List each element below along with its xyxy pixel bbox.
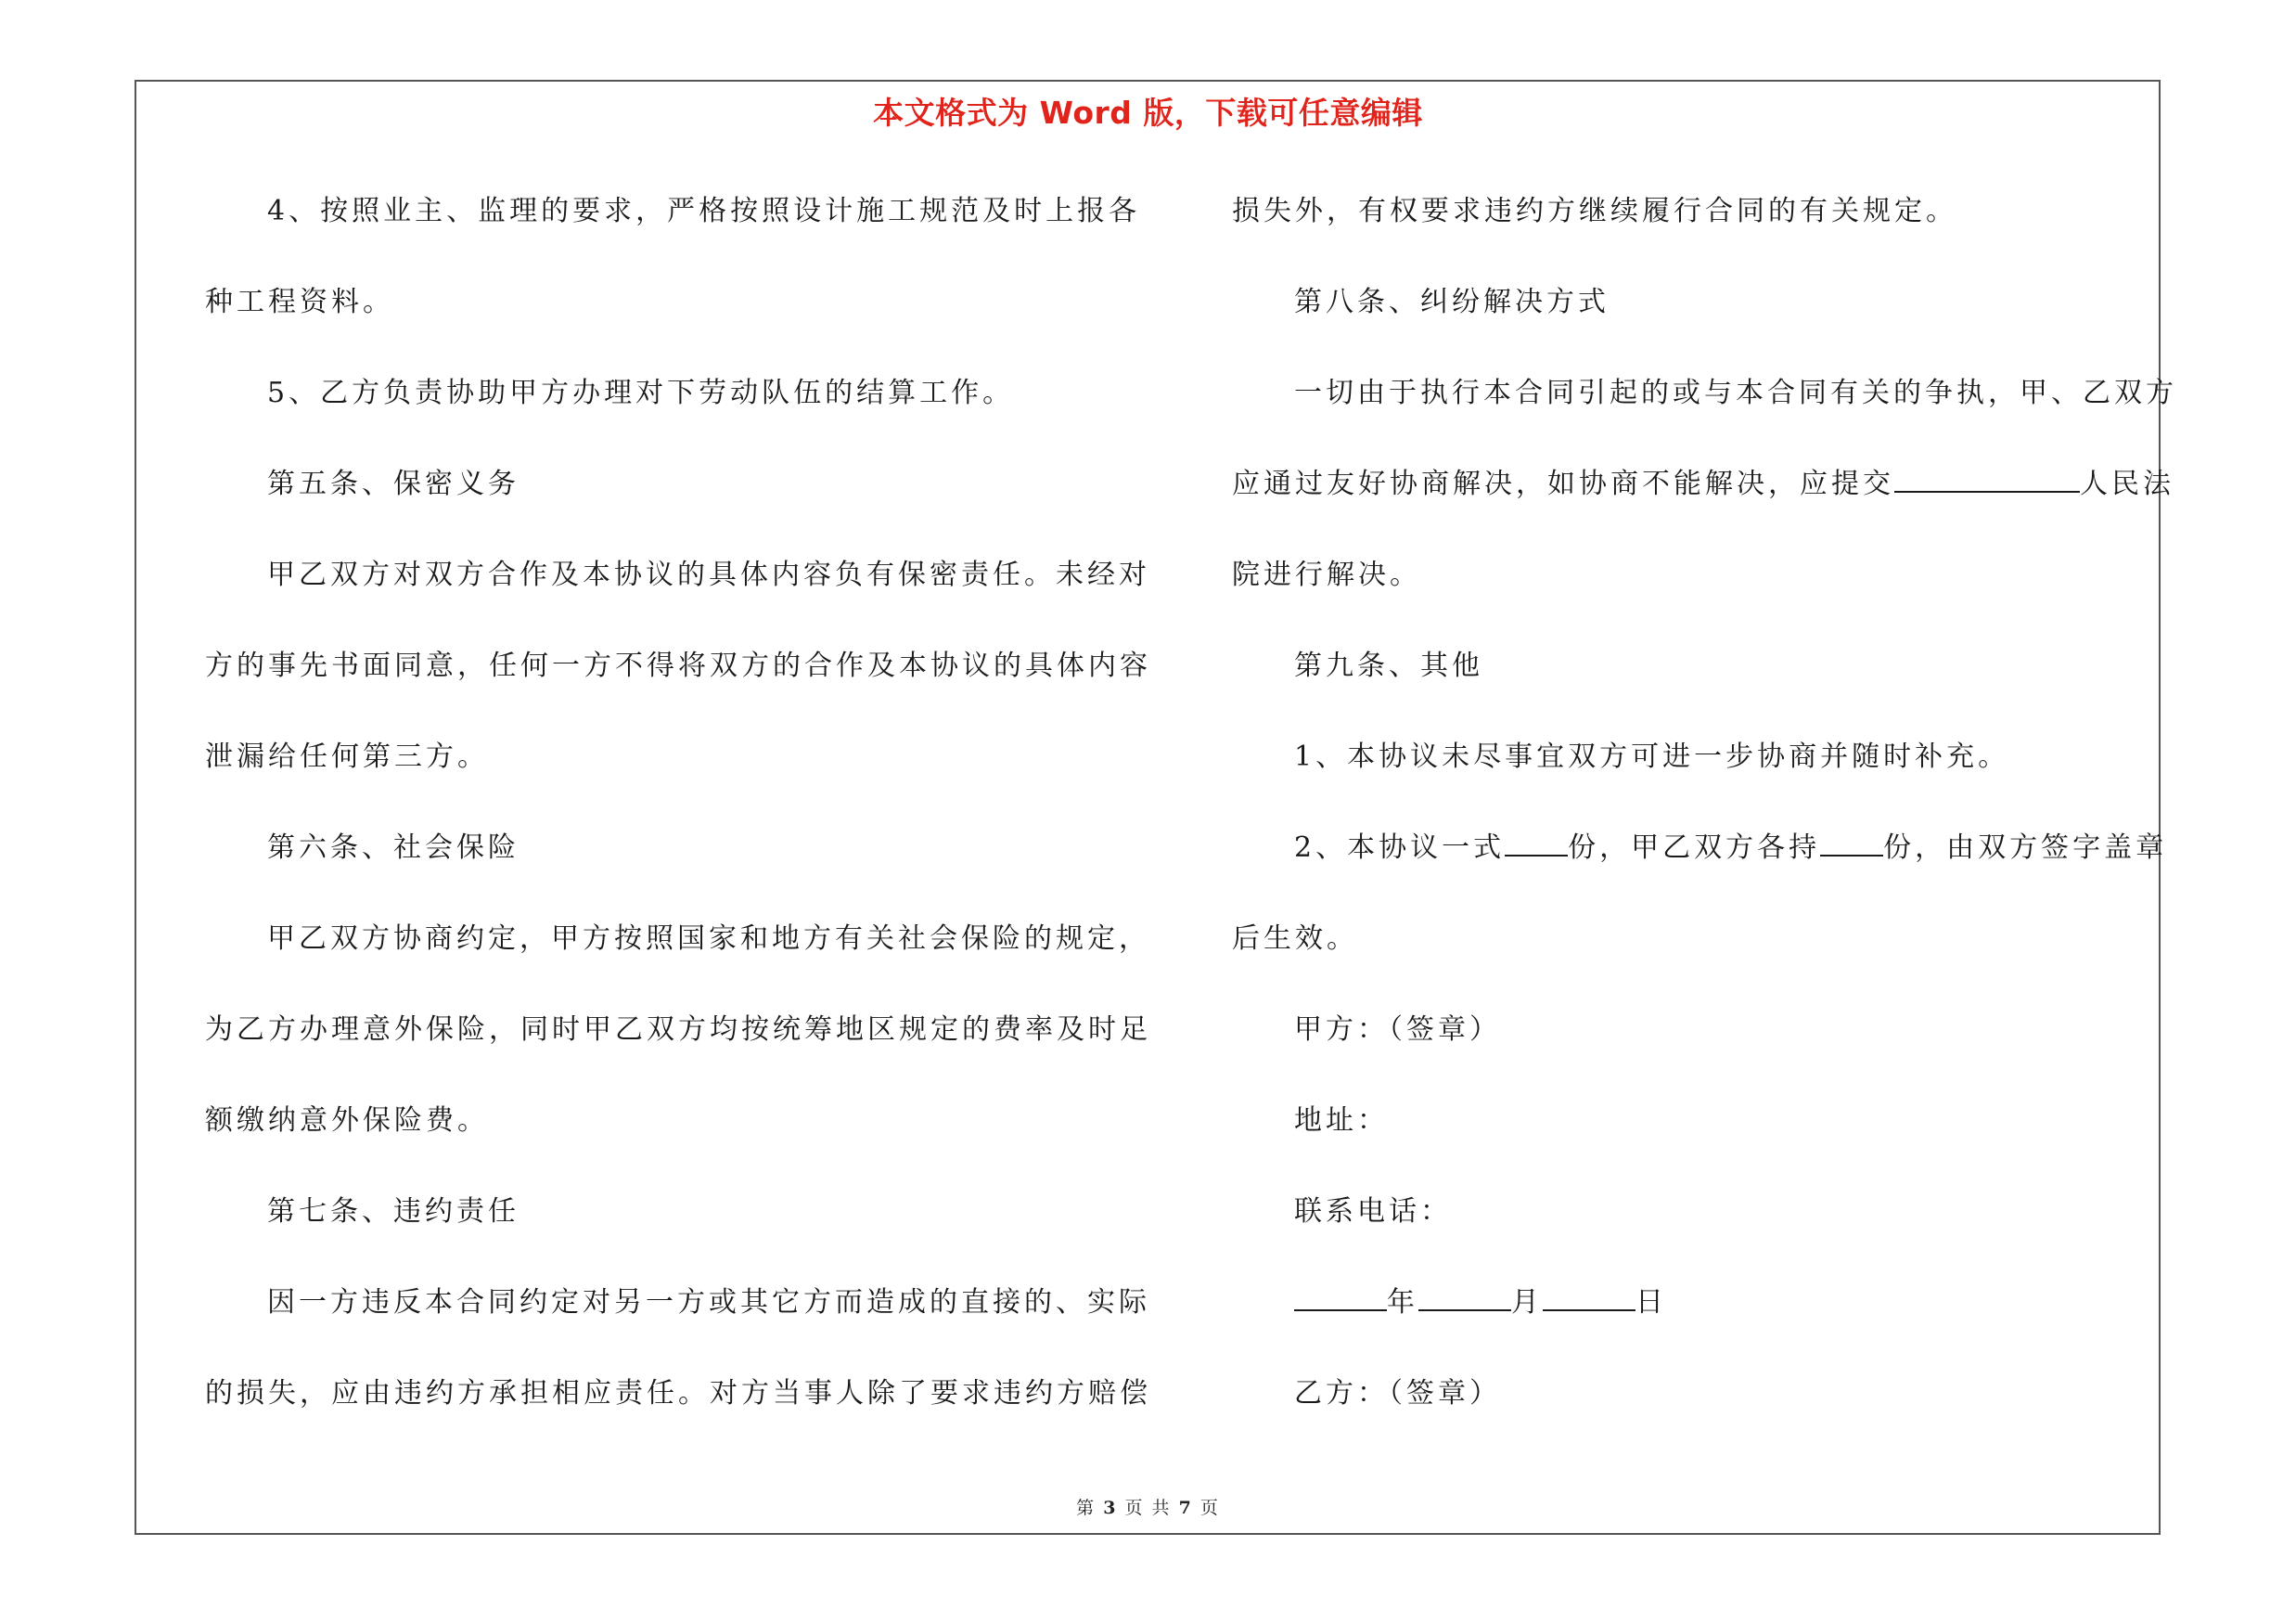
format-notice-banner: 本文格式为 Word 版，下载可任意编辑 [873, 95, 1423, 131]
paragraph-line: 因一方违反本合同约定对另一方或其它方而造成的直接的、实际 [267, 1286, 1150, 1319]
section-heading-social-insurance: 第六条、社会保险 [267, 831, 519, 864]
day-blank[interactable] [1543, 1282, 1635, 1311]
right-column [1232, 182, 2177, 1455]
paragraph-line: 方的事先书面同意，任何一方不得将双方的合作及本协议的具体内容 [205, 650, 1151, 682]
paragraph-line: 甲乙双方协商约定，甲方按照国家和地方有关社会保险的规定， [267, 922, 1150, 955]
paragraph-line-court [1232, 455, 2174, 546]
paragraph-line: 损失外，有权要求违约方继续履行合同的有关规定。 [1232, 195, 1957, 227]
paragraph-line: 后生效。 [1232, 922, 1358, 955]
footer-middle: 页 共 [1124, 1498, 1172, 1518]
court-text-before: 应通过友好协商解决，如协商不能解决，应提交 [1232, 468, 1894, 500]
section-heading-confidentiality: 第五条、保密义务 [267, 468, 519, 500]
paragraph-line: 的损失，应由违约方承担相应责任。对方当事人除了要求违约方赔偿 [205, 1377, 1151, 1410]
copies-text-3: 份，由双方签字盖章 [1883, 831, 2168, 864]
footer-suffix: 页 [1199, 1498, 1220, 1518]
left-column [205, 182, 1151, 1455]
paragraph-line: 1、本协议未尽事宜双方可进一步协商并随时补充。 [1294, 741, 2010, 773]
month-label: 月 [1511, 1286, 1543, 1319]
paragraph-line: 种工程资料。 [205, 286, 394, 318]
page-number-footer [0, 1494, 2296, 1519]
copies-each-blank[interactable] [1820, 827, 1883, 857]
copies-text-2: 份，甲乙双方各持 [1568, 831, 1821, 864]
current-page-number: 3 [1103, 1498, 1118, 1518]
year-label: 年 [1387, 1286, 1418, 1319]
total-page-count: 7 [1178, 1498, 1193, 1518]
day-label: 日 [1635, 1286, 1667, 1319]
paragraph-line: 泄漏给任何第三方。 [205, 741, 489, 773]
paragraph-line: 4、按照业主、监理的要求，严格按照设计施工规范及时上报各 [267, 195, 1141, 227]
section-heading-other: 第九条、其他 [1294, 650, 1483, 682]
date-line [1232, 1273, 2152, 1364]
party-a-signature-label: 甲方：（签章） [1294, 1013, 1501, 1046]
footer-prefix: 第 [1076, 1498, 1097, 1518]
section-heading-dispute-resolution: 第八条、纠纷解决方式 [1294, 286, 1610, 318]
paragraph-line: 院进行解决。 [1232, 559, 1421, 591]
address-label: 地址： [1294, 1104, 1389, 1137]
court-text-after: 人民法 [2080, 468, 2174, 500]
paragraph-line: 为乙方办理意外保险，同时甲乙双方均按统筹地区规定的费率及时足 [205, 1013, 1151, 1046]
paragraph-line: 额缴纳意外保险费。 [205, 1104, 489, 1137]
paragraph-line: 甲乙双方对双方合作及本协议的具体内容负有保密责任。未经对 [267, 559, 1150, 591]
phone-label: 联系电话： [1294, 1195, 1452, 1228]
paragraph-line: 一切由于执行本合同引起的或与本合同有关的争执，甲、乙双方 [1294, 377, 2177, 409]
paragraph-line-copies [1232, 818, 2168, 909]
party-b-signature-label: 乙方：（签章） [1294, 1377, 1501, 1410]
month-blank[interactable] [1418, 1282, 1511, 1311]
year-blank[interactable] [1294, 1282, 1387, 1311]
paragraph-line: 5、乙方负责协助甲方办理对下劳动队伍的结算工作。 [267, 377, 1015, 409]
copies-total-blank[interactable] [1505, 827, 1568, 857]
section-heading-liability: 第七条、违约责任 [267, 1195, 519, 1228]
copies-text-1: 2、本协议一式 [1294, 831, 1506, 864]
court-name-blank[interactable] [1894, 463, 2080, 493]
